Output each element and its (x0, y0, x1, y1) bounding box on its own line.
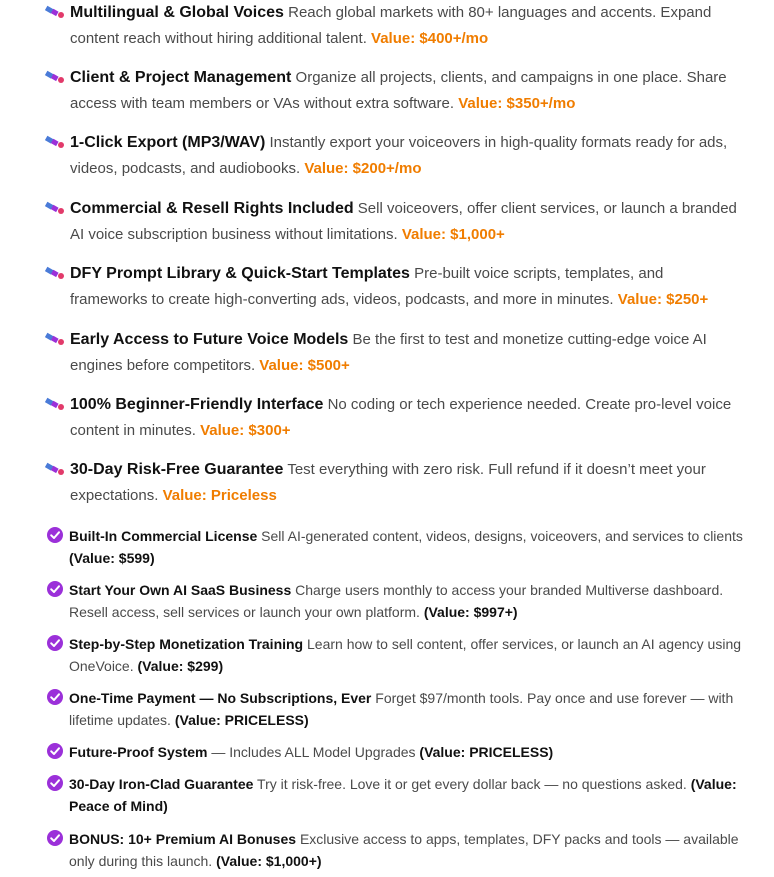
check-circle-icon (47, 527, 63, 543)
check-circle-icon (47, 635, 63, 651)
feature-value: Value: $400+/mo (371, 30, 489, 47)
feature-desc: Sell voiceovers, offer client services, or launch a branded AI voice subscription business without limitations. (70, 200, 737, 243)
feature-desc: No coding or tech experience needed. Create pro-level voice content in minutes. (70, 396, 732, 439)
check-circle-icon (47, 689, 63, 705)
feature-value: Value: $250+ (617, 291, 709, 308)
feature-value: Value: $350+/mo (458, 95, 576, 112)
check-circle-icon (47, 830, 63, 846)
checklist-desc: Sell AI-generated content, videos, designs, voiceovers, and services to clients (261, 528, 743, 544)
checklist-item (47, 828, 747, 872)
feature-value: Value: $300+ (200, 422, 291, 439)
checklist-item (47, 579, 747, 623)
checklist-value: (Value: $997+) (423, 604, 518, 620)
checklist-desc: — Includes ALL Model Upgrades (211, 744, 416, 760)
satellite-icon (44, 200, 66, 216)
checklist-title: 30-Day Iron-Clad Guarantee (69, 776, 254, 792)
satellite-icon (44, 265, 66, 281)
feature-value: Value: $500+ (259, 357, 350, 374)
feature-title: Multilingual & Global Voices (70, 4, 284, 21)
feature-desc: Pre-built voice scripts, templates, and frameworks to create high-converting ads, videos, podcasts, and more in minutes. (70, 265, 664, 308)
checklist-value: (Value: $599) (69, 550, 155, 566)
checklist-desc: Forget $97/month tools. Pay once and use forever — with lifetime updates. (69, 690, 734, 728)
satellite-icon (44, 4, 66, 20)
feature-item (44, 0, 744, 52)
feature-item (44, 65, 744, 117)
checklist-value: (Value: PRICELESS) (174, 712, 309, 728)
check-circle-icon (47, 775, 63, 791)
checklist-title: BONUS: 10+ Premium AI Bonuses (69, 831, 297, 847)
checklist-value: (Value: $1,000+) (216, 853, 322, 869)
checklist-item (47, 633, 747, 677)
satellite-icon (44, 331, 66, 347)
feature-item (44, 457, 744, 509)
satellite-icon (44, 461, 66, 477)
feature-title: DFY Prompt Library & Quick-Start Templates (70, 265, 410, 282)
feature-value: Value: Priceless (162, 487, 277, 504)
feature-desc: Test everything with zero risk. Full refund if it doesn’t meet your expectations. (70, 461, 706, 504)
feature-item (44, 261, 744, 313)
checklist-item (47, 773, 747, 817)
feature-value: Value: $200+/mo (304, 160, 422, 177)
feature-item (44, 196, 744, 248)
checklist-title: Built-In Commercial License (69, 528, 258, 544)
checklist-title: Future-Proof System (69, 744, 208, 760)
checklist-desc: Exclusive access to apps, templates, DFY packs and tools — available only during this launch. (69, 831, 739, 869)
checklist-desc: Try it risk-free. Love it or get every dollar back — no questions asked. (257, 776, 687, 792)
checklist-value: (Value: Peace of Mind) (69, 776, 737, 814)
checklist-desc: Learn how to sell content, offer services, or launch an AI agency using OneVoice. (69, 636, 742, 674)
checklist-value: (Value: PRICELESS) (419, 744, 554, 760)
feature-title: 30-Day Risk-Free Guarantee (70, 461, 284, 478)
feature-desc: Instantly export your voiceovers in high-quality formats ready for ads, videos, podcasts, and audiobooks. (70, 134, 728, 177)
checklist-title: Start Your Own AI SaaS Business (69, 582, 292, 598)
feature-desc: Reach global markets with 80+ languages and accents. Expand content reach without hiring additional talent. (70, 4, 712, 47)
feature-desc: Organize all projects, clients, and campaigns in one place. Share access with team members or VAs without extra software. (70, 69, 727, 112)
checklist-item (47, 525, 747, 569)
feature-item (44, 392, 744, 444)
checklist-title: One-Time Payment — No Subscriptions, Ever (69, 690, 372, 706)
checklist-item (47, 687, 747, 731)
check-circle-icon (47, 581, 63, 597)
feature-title: Commercial & Resell Rights Included (70, 200, 354, 217)
feature-title: Early Access to Future Voice Models (70, 331, 349, 348)
feature-item (44, 327, 744, 379)
feature-title: 1-Click Export (MP3/WAV) (70, 134, 266, 151)
satellite-icon (44, 69, 66, 85)
feature-title: Client & Project Management (70, 69, 292, 86)
checklist-title: Step-by-Step Monetization Training (69, 636, 304, 652)
checklist-value: (Value: $299) (137, 658, 224, 674)
feature-desc: Be the first to test and monetize cutting-edge voice AI engines before competitors. (70, 331, 707, 374)
check-circle-icon (47, 743, 63, 759)
checklist-desc: Charge users monthly to access your branded Multiverse dashboard. Resell access, sell services or launch your own platform. (69, 582, 724, 620)
feature-item (44, 130, 744, 182)
satellite-icon (44, 134, 66, 150)
feature-title: 100% Beginner-Friendly Interface (70, 396, 324, 413)
checklist-item (47, 741, 747, 763)
feature-value: Value: $1,000+ (401, 226, 505, 243)
satellite-icon (44, 396, 66, 412)
